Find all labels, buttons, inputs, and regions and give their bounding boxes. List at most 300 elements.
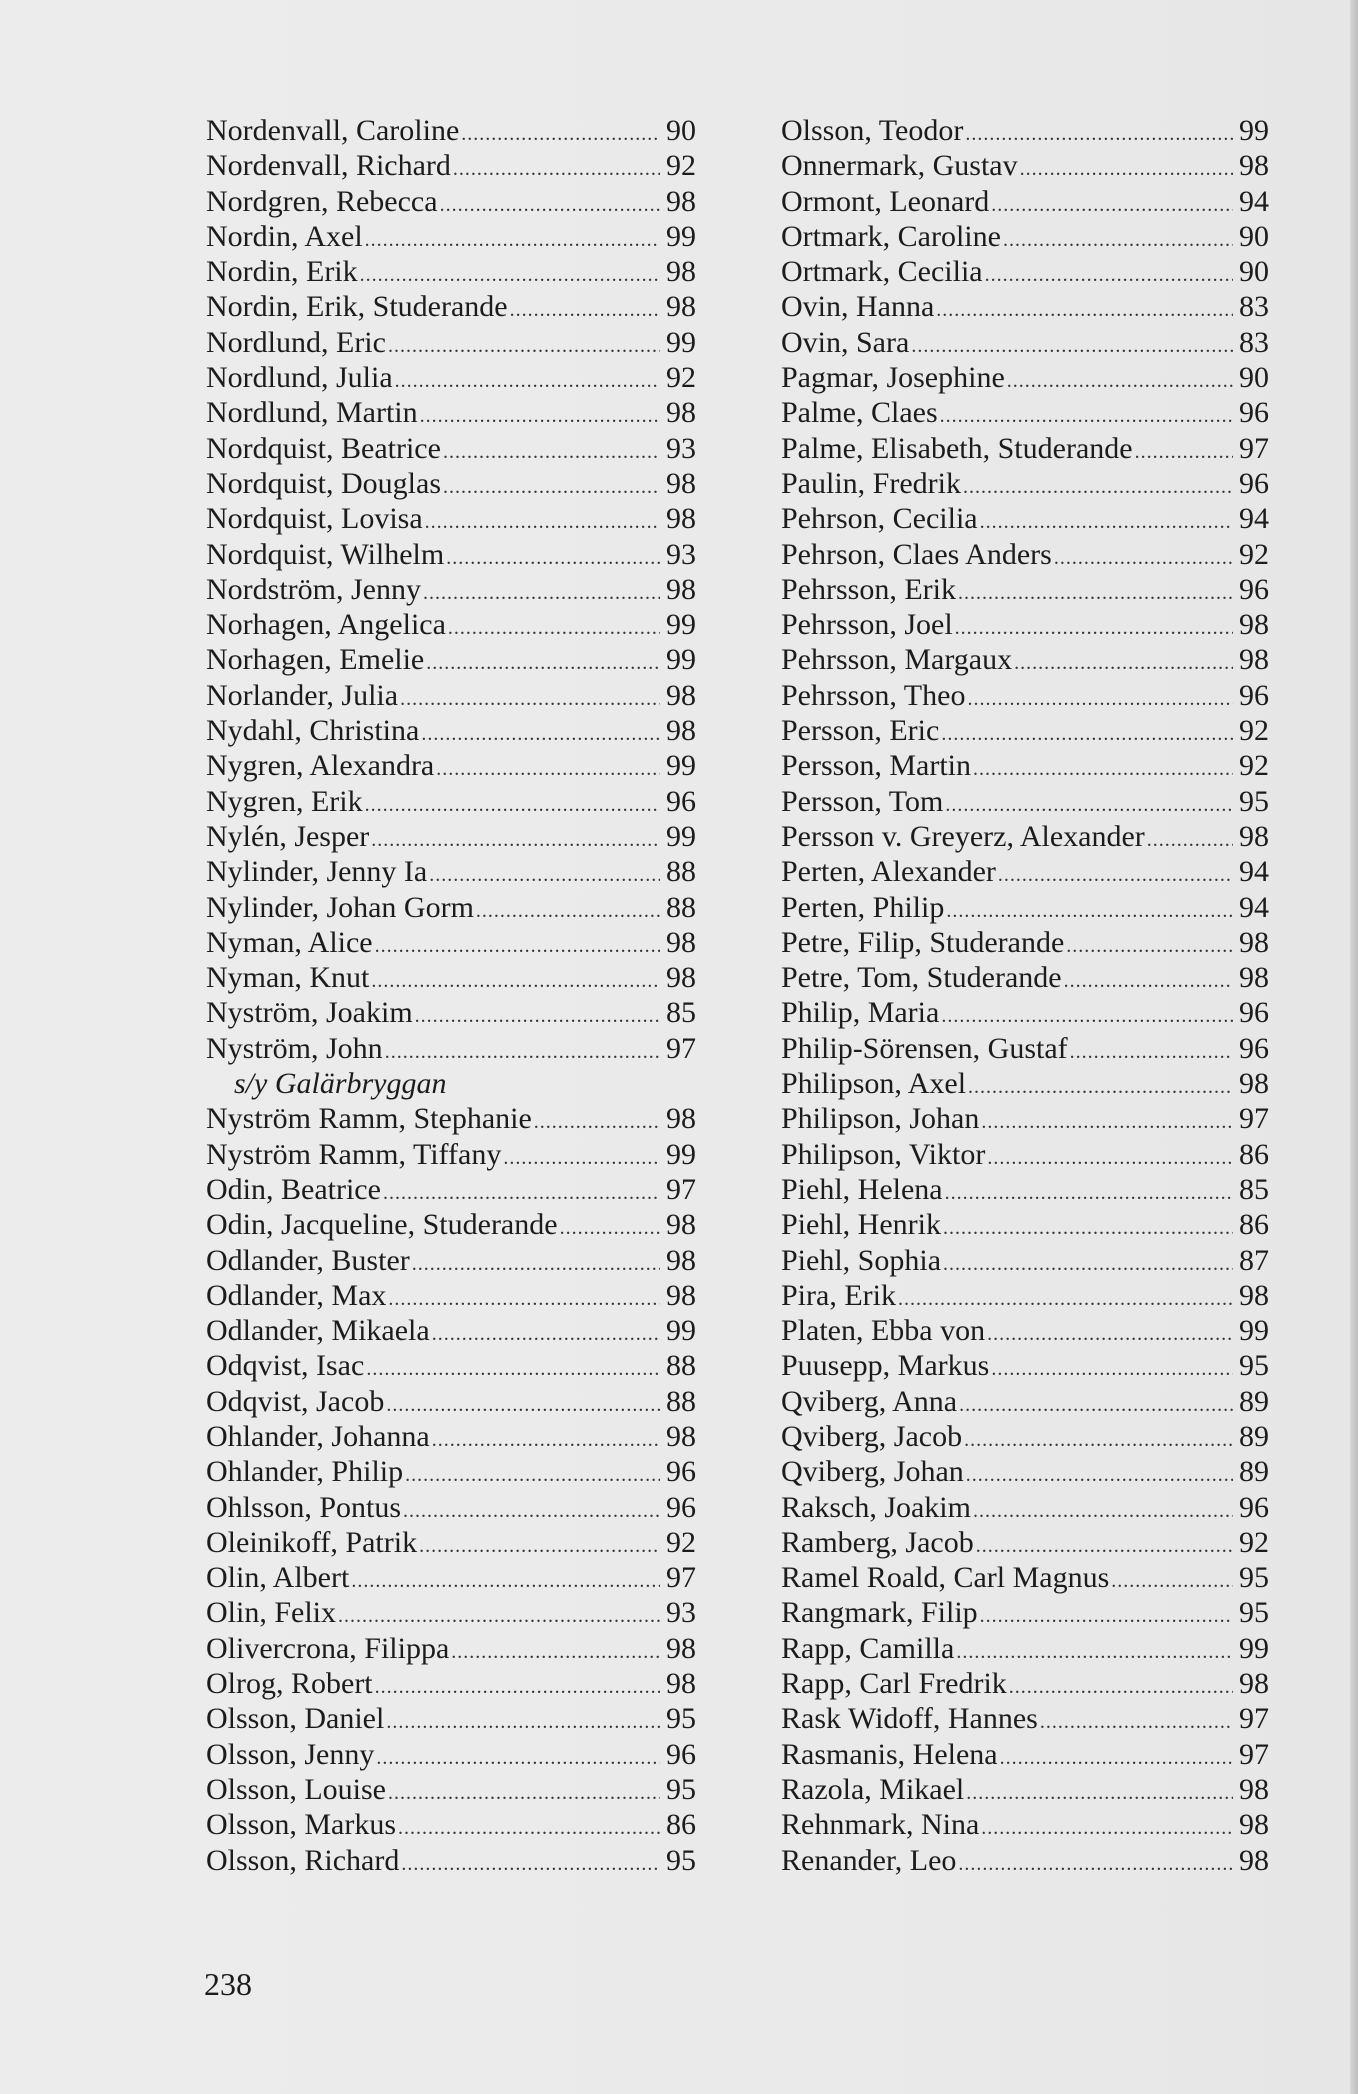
list-item bbox=[781, 501, 1269, 536]
dot-leader bbox=[973, 1494, 1233, 1529]
list-item bbox=[206, 995, 696, 1030]
entry-year: 98 bbox=[1239, 643, 1269, 677]
list-item bbox=[206, 537, 696, 572]
entry-year: 98 bbox=[1239, 1808, 1269, 1842]
dot-leader bbox=[398, 1811, 660, 1846]
entry-year: 90 bbox=[1239, 255, 1269, 289]
dot-leader bbox=[967, 682, 1233, 717]
entry-year: 99 bbox=[666, 1314, 696, 1348]
dot-leader bbox=[560, 1211, 660, 1246]
list-item bbox=[781, 642, 1269, 677]
entry-year: 98 bbox=[666, 572, 696, 606]
entry-name: Nyman, Knut bbox=[206, 961, 370, 995]
entry-year: 96 bbox=[1239, 996, 1269, 1030]
dot-leader bbox=[448, 611, 660, 646]
entry-year: 95 bbox=[1239, 1561, 1269, 1595]
entry-name: Nordström, Jenny bbox=[206, 572, 421, 606]
entry-name: Persson, Eric bbox=[781, 714, 940, 748]
list-item bbox=[206, 607, 696, 642]
list-item bbox=[206, 1843, 696, 1878]
entry-name: Nygren, Erik bbox=[206, 784, 363, 818]
entry-year: 99 bbox=[666, 819, 696, 853]
entry-year: 95 bbox=[666, 1772, 696, 1806]
entry-year: 88 bbox=[666, 855, 696, 889]
entry-year: 98 bbox=[666, 1243, 696, 1277]
dot-leader bbox=[966, 1458, 1233, 1493]
dot-leader bbox=[936, 293, 1233, 328]
entry-name: Philip, Maria bbox=[781, 996, 940, 1030]
list-item bbox=[781, 960, 1269, 995]
dot-leader bbox=[388, 1282, 660, 1317]
list-item bbox=[206, 819, 696, 854]
entry-year: 95 bbox=[666, 1843, 696, 1877]
entry-year: 92 bbox=[666, 149, 696, 183]
entry-name: Odqvist, Jacob bbox=[206, 1384, 385, 1418]
list-item bbox=[781, 466, 1269, 501]
entry-year: 92 bbox=[1239, 749, 1269, 783]
entry-year: 96 bbox=[666, 1490, 696, 1524]
list-item bbox=[206, 501, 696, 536]
entry-name: Norlander, Julia bbox=[206, 678, 399, 712]
list-item bbox=[781, 1207, 1269, 1242]
list-item bbox=[206, 1666, 696, 1701]
entry-name: Nydahl, Christina bbox=[206, 714, 420, 748]
entry-year: 94 bbox=[1239, 184, 1269, 218]
dot-leader bbox=[415, 999, 660, 1034]
list-item bbox=[206, 1631, 696, 1666]
entry-name: Olivercrona, Filippa bbox=[206, 1631, 450, 1665]
list-item bbox=[206, 642, 696, 677]
entry-year: 97 bbox=[666, 1172, 696, 1206]
entry-year: 96 bbox=[1239, 1490, 1269, 1524]
entry-year: 98 bbox=[666, 184, 696, 218]
dot-leader bbox=[1135, 435, 1233, 470]
dot-leader bbox=[451, 1635, 660, 1670]
dot-leader bbox=[426, 646, 660, 681]
dot-leader bbox=[1147, 823, 1233, 858]
dot-leader bbox=[945, 788, 1233, 823]
entry-year: 98 bbox=[1239, 149, 1269, 183]
entry-year: 99 bbox=[1239, 114, 1269, 147]
dot-leader bbox=[419, 1529, 660, 1564]
entry-year: 98 bbox=[1239, 1667, 1269, 1701]
entry-year: 89 bbox=[1239, 1419, 1269, 1453]
dot-leader bbox=[1003, 223, 1233, 258]
list-item bbox=[781, 113, 1269, 148]
entry-year: 92 bbox=[666, 361, 696, 395]
entry-name: Ramberg, Jacob bbox=[781, 1525, 974, 1559]
list-item bbox=[781, 1031, 1269, 1066]
entry-name: Petre, Filip, Studerande bbox=[781, 925, 1065, 959]
entry-name: Odlander, Max bbox=[206, 1278, 387, 1312]
list-item bbox=[206, 1278, 696, 1313]
entry-name: Nyström, John bbox=[206, 1031, 383, 1065]
entry-name: Olsson, Daniel bbox=[206, 1702, 385, 1736]
entry-name: Perten, Philip bbox=[781, 890, 945, 924]
entry-name: Nordquist, Wilhelm bbox=[206, 537, 445, 571]
entry-year: 98 bbox=[666, 678, 696, 712]
page-number: 238 bbox=[204, 1966, 252, 2002]
list-item bbox=[206, 1101, 696, 1136]
entry-year: 98 bbox=[666, 1278, 696, 1312]
entry-name: Ovin, Hanna bbox=[781, 290, 935, 324]
list-item bbox=[206, 854, 696, 889]
dot-leader bbox=[376, 1741, 660, 1776]
dot-leader bbox=[1070, 1035, 1233, 1070]
entry-name: Palme, Claes bbox=[781, 396, 938, 430]
dot-leader bbox=[443, 470, 660, 505]
dot-leader bbox=[461, 117, 660, 152]
entry-year: 98 bbox=[666, 466, 696, 500]
entry-year: 97 bbox=[1239, 1737, 1269, 1771]
list-item bbox=[206, 148, 696, 183]
dot-leader bbox=[1064, 964, 1233, 999]
list-item bbox=[206, 713, 696, 748]
dot-leader bbox=[991, 188, 1233, 223]
entry-year: 90 bbox=[1239, 361, 1269, 395]
list-item bbox=[206, 1243, 696, 1278]
list-item bbox=[781, 1384, 1269, 1419]
list-item bbox=[781, 1666, 1269, 1701]
list-item bbox=[206, 748, 696, 783]
dot-leader bbox=[987, 1141, 1233, 1176]
dot-leader bbox=[453, 152, 660, 187]
entry-name: Rangmark, Filip bbox=[781, 1596, 978, 1630]
dot-leader bbox=[432, 1317, 660, 1352]
entry-name: Nyström Ramm, Tiffany bbox=[206, 1137, 502, 1171]
dot-leader bbox=[412, 1247, 660, 1282]
entry-year: 92 bbox=[1239, 1525, 1269, 1559]
entry-year: 88 bbox=[666, 1384, 696, 1418]
dot-leader bbox=[943, 1247, 1233, 1282]
list-item bbox=[781, 995, 1269, 1030]
list-item bbox=[781, 607, 1269, 642]
list-item bbox=[781, 1595, 1269, 1630]
dot-leader bbox=[446, 541, 660, 576]
list-item bbox=[206, 1490, 696, 1525]
entry-year: 98 bbox=[666, 925, 696, 959]
entry-name: Rehnmark, Nina bbox=[781, 1808, 980, 1842]
list-item bbox=[206, 431, 696, 466]
dot-leader bbox=[436, 752, 660, 787]
entry-name: Olin, Albert bbox=[206, 1561, 350, 1595]
list-item bbox=[781, 289, 1269, 324]
dot-leader bbox=[429, 858, 660, 893]
entry-name: Petre, Tom, Studerande bbox=[781, 961, 1062, 995]
entry-year: 95 bbox=[666, 1702, 696, 1736]
dot-leader bbox=[425, 505, 660, 540]
dot-leader bbox=[1020, 152, 1233, 187]
entry-name: Nylinder, Johan Gorm bbox=[206, 890, 474, 924]
dot-leader bbox=[981, 1811, 1233, 1846]
list-item bbox=[781, 1066, 1269, 1101]
list-item bbox=[781, 360, 1269, 395]
entry-name: Oleinikoff, Patrik bbox=[206, 1525, 418, 1559]
list-item bbox=[781, 1843, 1269, 1878]
dot-leader bbox=[943, 1211, 1233, 1246]
list-item bbox=[206, 1772, 696, 1807]
dot-leader bbox=[365, 223, 660, 258]
list-item bbox=[781, 1807, 1269, 1842]
entry-year: 96 bbox=[666, 1455, 696, 1489]
entry-year: 89 bbox=[1239, 1384, 1269, 1418]
entry-year: 88 bbox=[666, 1349, 696, 1383]
dot-leader bbox=[432, 1423, 660, 1458]
entry-year: 83 bbox=[1239, 290, 1269, 324]
entry-year: 98 bbox=[1239, 1772, 1269, 1806]
entry-name: Pehrson, Cecilia bbox=[781, 502, 978, 536]
dot-leader bbox=[955, 611, 1233, 646]
list-item bbox=[781, 1631, 1269, 1666]
entry-name: Nordin, Axel bbox=[206, 219, 363, 253]
dot-leader bbox=[958, 576, 1233, 611]
entry-year: 93 bbox=[666, 1596, 696, 1630]
entry-year: 89 bbox=[1239, 1455, 1269, 1489]
dot-leader bbox=[386, 1705, 660, 1740]
list-item bbox=[781, 537, 1269, 572]
list-item bbox=[781, 1419, 1269, 1454]
entry-name: Paulin, Fredrik bbox=[781, 466, 961, 500]
entry-name: Raksch, Joakim bbox=[781, 1490, 971, 1524]
entry-name: Nordlund, Martin bbox=[206, 396, 418, 430]
list-item bbox=[781, 325, 1269, 360]
entry-name: Razola, Mikael bbox=[781, 1772, 965, 1806]
entry-year: 94 bbox=[1239, 502, 1269, 536]
entry-name: Nordlund, Eric bbox=[206, 325, 386, 359]
dot-leader bbox=[365, 788, 660, 823]
list-item bbox=[206, 254, 696, 289]
entry-year: 96 bbox=[1239, 396, 1269, 430]
list-item bbox=[781, 1137, 1269, 1172]
list-item bbox=[781, 1560, 1269, 1595]
entry-year: 99 bbox=[1239, 1631, 1269, 1665]
entry-name: Olsson, Markus bbox=[206, 1808, 397, 1842]
dot-leader bbox=[1014, 646, 1233, 681]
entry-year: 90 bbox=[1239, 219, 1269, 253]
entry-year: 96 bbox=[666, 1737, 696, 1771]
entry-year: 97 bbox=[666, 1561, 696, 1595]
entry-name: Nyström, Joakim bbox=[206, 996, 413, 1030]
entry-note: s/y Galärbryggan bbox=[234, 1067, 447, 1101]
dot-leader bbox=[383, 1176, 660, 1211]
entry-year: 96 bbox=[1239, 466, 1269, 500]
entry-name: Nordin, Erik, Studerande bbox=[206, 290, 508, 324]
dot-leader bbox=[421, 717, 660, 752]
list-item bbox=[781, 1701, 1269, 1736]
list-item bbox=[781, 1313, 1269, 1348]
entry-year: 98 bbox=[666, 714, 696, 748]
entry-name: Pehrson, Claes Anders bbox=[781, 537, 1052, 571]
entry-year: 93 bbox=[666, 431, 696, 465]
entry-year: 98 bbox=[1239, 1067, 1269, 1101]
dot-leader bbox=[980, 505, 1233, 540]
dot-leader bbox=[360, 258, 660, 293]
list-item bbox=[206, 1313, 696, 1348]
entry-name: Platen, Ebba von bbox=[781, 1314, 986, 1348]
entry-name: Ormont, Leonard bbox=[781, 184, 990, 218]
list-item bbox=[206, 925, 696, 960]
entry-year: 96 bbox=[1239, 678, 1269, 712]
entry-name: Ramel Roald, Carl Magnus bbox=[781, 1561, 1110, 1595]
entry-name: Nordenvall, Richard bbox=[206, 149, 451, 183]
entry-year: 86 bbox=[1239, 1208, 1269, 1242]
dot-leader bbox=[1009, 1670, 1233, 1705]
list-item bbox=[206, 572, 696, 607]
dot-leader bbox=[965, 117, 1233, 152]
list-item bbox=[206, 289, 696, 324]
entry-year: 98 bbox=[1239, 961, 1269, 995]
list-item bbox=[781, 219, 1269, 254]
dot-leader bbox=[941, 999, 1233, 1034]
entry-name: Nyström Ramm, Stephanie bbox=[206, 1102, 532, 1136]
list-item bbox=[206, 219, 696, 254]
entry-year: 95 bbox=[1239, 784, 1269, 818]
dot-leader bbox=[911, 329, 1233, 364]
entry-year: 95 bbox=[1239, 1596, 1269, 1630]
dot-leader bbox=[405, 1458, 660, 1493]
list-item bbox=[206, 1348, 696, 1383]
entry-year: 98 bbox=[1239, 1843, 1269, 1877]
list-item bbox=[206, 960, 696, 995]
dot-leader bbox=[403, 1494, 660, 1529]
entry-name: Odlander, Mikaela bbox=[206, 1314, 430, 1348]
entry-year: 85 bbox=[1239, 1172, 1269, 1206]
entry-year: 98 bbox=[666, 1631, 696, 1665]
list-item bbox=[781, 184, 1269, 219]
entry-name: Nordgren, Rebecca bbox=[206, 184, 438, 218]
list-item bbox=[781, 431, 1269, 466]
list-item bbox=[206, 360, 696, 395]
entry-year: 85 bbox=[666, 996, 696, 1030]
entry-name: Perten, Alexander bbox=[781, 855, 996, 889]
dot-leader bbox=[375, 929, 660, 964]
entry-name: Rasmanis, Helena bbox=[781, 1737, 998, 1771]
dot-leader bbox=[534, 1105, 660, 1140]
list-item bbox=[781, 748, 1269, 783]
entry-name: Odqvist, Isac bbox=[206, 1349, 365, 1383]
entry-name: Pehrsson, Margaux bbox=[781, 643, 1013, 677]
list-item bbox=[206, 466, 696, 501]
dot-leader bbox=[338, 1599, 660, 1634]
left-column bbox=[206, 113, 696, 1878]
entry-name: Ohlander, Johanna bbox=[206, 1419, 430, 1453]
dot-leader bbox=[503, 1141, 660, 1176]
dot-leader bbox=[1000, 1741, 1233, 1776]
dot-leader bbox=[945, 1176, 1233, 1211]
entry-year: 86 bbox=[666, 1808, 696, 1842]
list-item bbox=[206, 890, 696, 925]
list-item bbox=[781, 1525, 1269, 1560]
dot-leader bbox=[400, 682, 660, 717]
entry-year: 86 bbox=[1239, 1137, 1269, 1171]
dot-leader bbox=[963, 470, 1233, 505]
entry-name: Puusepp, Markus bbox=[781, 1349, 990, 1383]
dot-leader bbox=[991, 1352, 1233, 1387]
entry-year: 98 bbox=[1239, 819, 1269, 853]
list-item bbox=[781, 1278, 1269, 1313]
entry-year: 98 bbox=[666, 1419, 696, 1453]
entry-year: 99 bbox=[666, 325, 696, 359]
dot-leader bbox=[958, 1847, 1233, 1882]
entry-year: 95 bbox=[1239, 1349, 1269, 1383]
entry-name: Piehl, Helena bbox=[781, 1172, 943, 1206]
dot-leader bbox=[443, 435, 660, 470]
entry-name: Philip-Sörensen, Gustaf bbox=[781, 1031, 1068, 1065]
entry-name: Philipson, Viktor bbox=[781, 1137, 986, 1171]
list-item bbox=[781, 1737, 1269, 1772]
entry-name: Nordquist, Beatrice bbox=[206, 431, 441, 465]
dot-leader bbox=[980, 1599, 1233, 1634]
list-item bbox=[781, 1243, 1269, 1278]
entry-name: Olsson, Louise bbox=[206, 1772, 386, 1806]
dot-leader bbox=[420, 399, 660, 434]
entry-name: Norhagen, Angelica bbox=[206, 608, 446, 642]
list-item bbox=[781, 148, 1269, 183]
list-item bbox=[781, 1172, 1269, 1207]
entry-name: Qviberg, Johan bbox=[781, 1455, 964, 1489]
entry-year: 96 bbox=[666, 784, 696, 818]
entry-year: 98 bbox=[666, 961, 696, 995]
list-item bbox=[781, 854, 1269, 889]
dot-leader bbox=[510, 293, 660, 328]
list-item bbox=[206, 1137, 696, 1172]
list-item bbox=[206, 678, 696, 713]
dot-leader bbox=[423, 576, 660, 611]
entry-year: 97 bbox=[666, 1031, 696, 1065]
dot-leader bbox=[940, 399, 1233, 434]
entry-year: 99 bbox=[666, 219, 696, 253]
dot-leader bbox=[375, 1670, 660, 1705]
list-item bbox=[206, 1419, 696, 1454]
dot-leader bbox=[371, 964, 660, 999]
list-item bbox=[206, 1560, 696, 1595]
list-item bbox=[781, 1101, 1269, 1136]
entry-year: 92 bbox=[1239, 714, 1269, 748]
entry-year: 98 bbox=[666, 1102, 696, 1136]
dot-leader bbox=[941, 717, 1233, 752]
entry-name: Ohlsson, Pontus bbox=[206, 1490, 402, 1524]
entry-name: Palme, Elisabeth, Studerande bbox=[781, 431, 1133, 465]
entry-year: 96 bbox=[1239, 572, 1269, 606]
list-item bbox=[781, 890, 1269, 925]
entry-name: Odlander, Buster bbox=[206, 1243, 410, 1277]
entry-name: Pehrsson, Theo bbox=[781, 678, 966, 712]
list-item bbox=[781, 713, 1269, 748]
entry-year: 98 bbox=[1239, 608, 1269, 642]
entry-name: Piehl, Henrik bbox=[781, 1208, 941, 1242]
dot-leader bbox=[898, 1282, 1233, 1317]
entry-year: 98 bbox=[666, 396, 696, 430]
entry-name: Olsson, Teodor bbox=[781, 114, 964, 147]
list-item bbox=[781, 925, 1269, 960]
entry-name: Piehl, Sophia bbox=[781, 1243, 942, 1277]
list-item bbox=[206, 184, 696, 219]
list-item bbox=[206, 395, 696, 430]
entry-year: 92 bbox=[1239, 537, 1269, 571]
dot-leader bbox=[386, 1388, 660, 1423]
dot-leader bbox=[395, 364, 660, 399]
entry-name: Pira, Erik bbox=[781, 1278, 896, 1312]
entry-name: Olsson, Jenny bbox=[206, 1737, 375, 1771]
list-item bbox=[781, 1772, 1269, 1807]
entry-name: Nordlund, Julia bbox=[206, 361, 393, 395]
entry-name: Odin, Beatrice bbox=[206, 1172, 381, 1206]
list-item bbox=[206, 1525, 696, 1560]
entry-year: 97 bbox=[1239, 1102, 1269, 1136]
dot-leader bbox=[388, 329, 660, 364]
dot-leader bbox=[371, 823, 660, 858]
dot-leader bbox=[964, 1423, 1233, 1458]
